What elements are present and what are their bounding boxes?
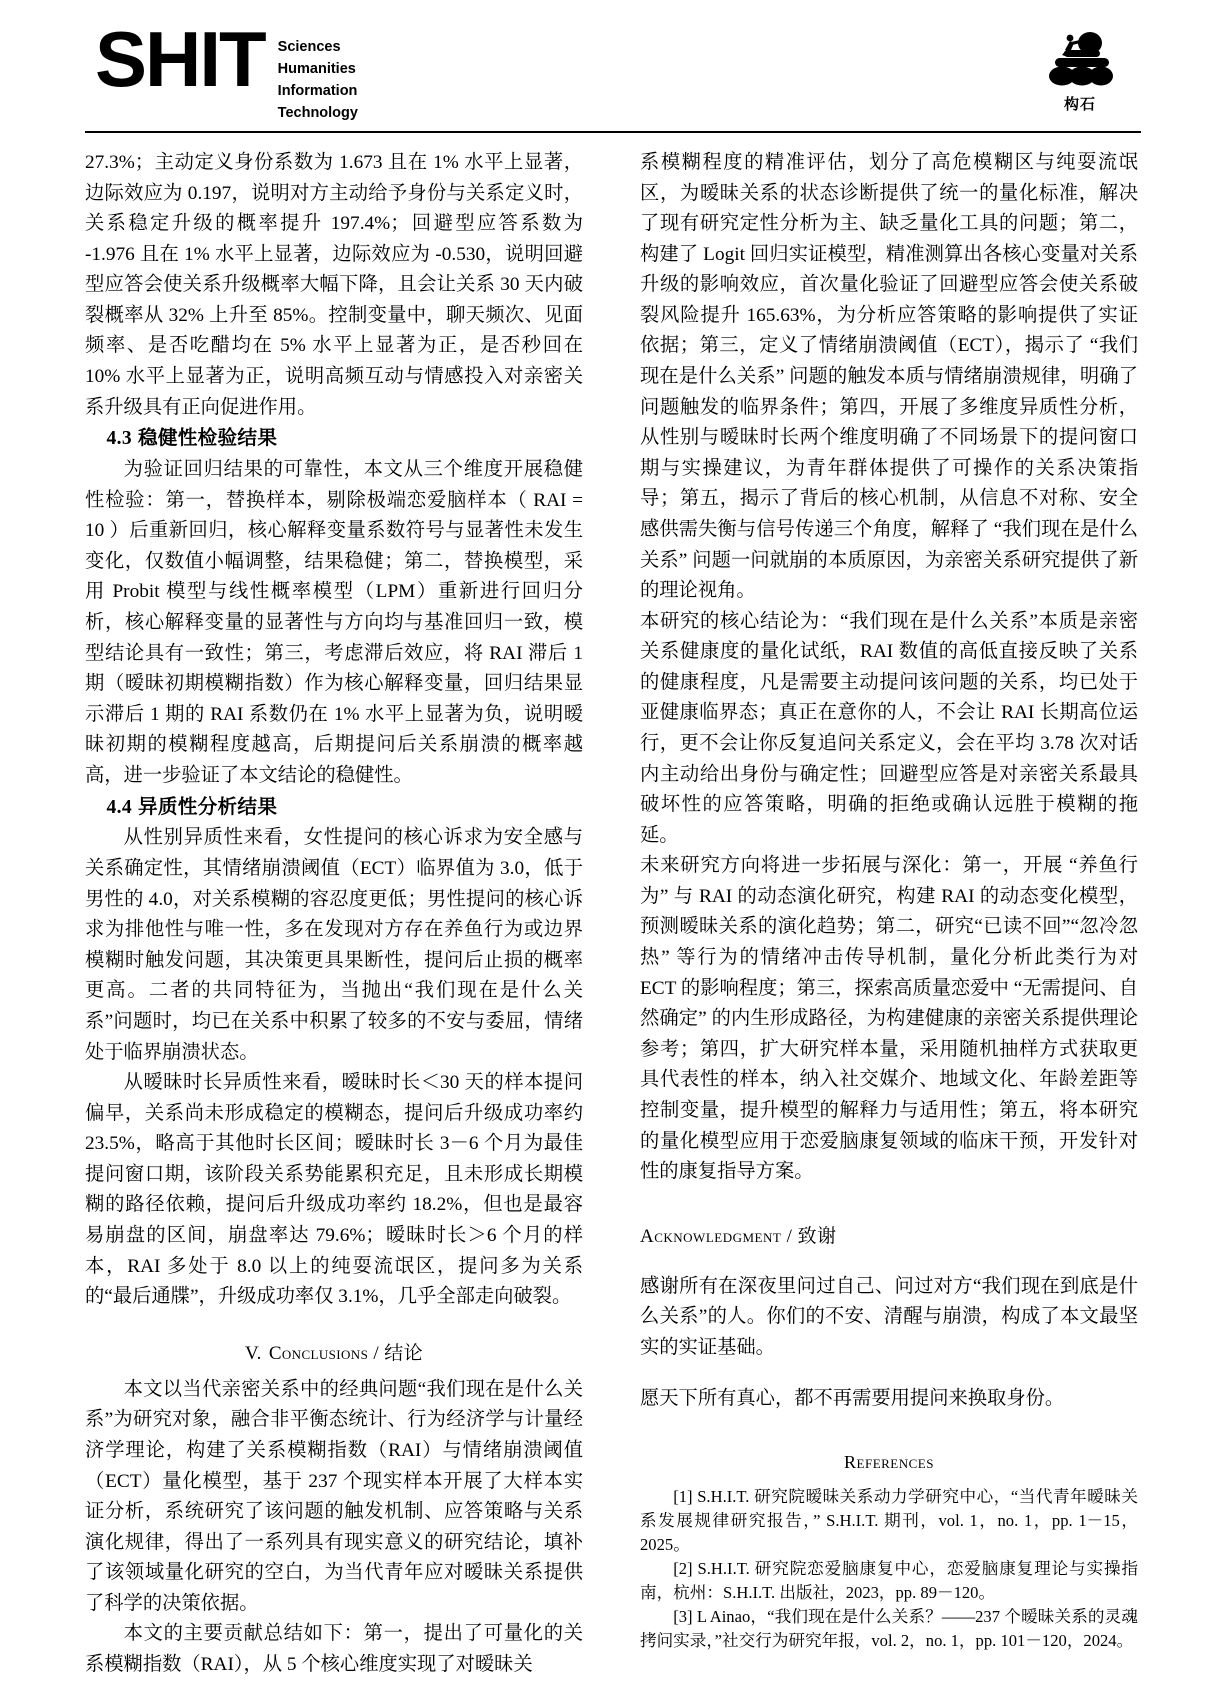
paragraph-contributions-continued: 系模糊程度的精准评估，划分了高危模糊区与纯耍流氓区，为暧昧关系的状态诊断提供了统一的量化标准，解决了现有研究定性分析为主、缺乏量化工具的问题；第二，构建了 Logit 回归实证模型，精准测算出各核心变量对关系升级的影响效应，首次量化验证了回避型应答会使关系破裂风险提升 165.63%，为分析应答策略的影响提供了实证依据；第三，定义了情绪崩溃阈值（ECT），揭示了 “我们现在是什么关系” 问题的触发本质与情绪崩溃规律，明确了问题触发的临界条件；第四，开展了多维度异质性分析，从性别与暧昧时长两个维度明确了不同场景下的提问窗口期与实操建议，为青年群体提供了可操作的关系决策指导；第五，揭示了背后的核心机制，从信息不对称、安全感供需失衡与信号传递三个角度，解释了 “我们现在是什么关系” 问题一问就崩的本质原因，为亲密关系研究提供了新的理论视角。 xyxy=(640,152,1138,602)
heading-4-4-number: 4.4 xyxy=(106,796,132,818)
heading-4-3-number: 4.3 xyxy=(106,428,132,450)
paragraph-conclusions-overview: 本文以当代亲密关系中的经典问题“我们现在是什么关系”为研究对象，融合非平衡态统计、行为经济学与计量经济学理论，构建了关系模糊指数（RAI）与情绪崩溃阈值（ECT）量化模型，基于 237 个现实样本开展了大样本实证分析，系统研究了该问题的触发机制、应答策略与关系演化规律，得出了一系列具有现实意义的研究结论，填补了该领域量化研究的空白，为当代青年应对暧昧关系提供了科学的决策依据。 xyxy=(85,1378,583,1614)
header-divider xyxy=(85,131,1141,133)
heading-section-5-conclusions xyxy=(85,1339,583,1369)
reference-item: [2] S.H.I.T. 研究院恋爱脑康复中心，恋爱脑康复理论与实操指南，杭州：S.H.I.T. 出版社，2023，pp. 89－120。 xyxy=(640,1558,1138,1602)
journal-acronym-expansion xyxy=(278,36,358,124)
paragraph-core-conclusion: 本研究的核心结论为：“我们现在是什么关系”本质是亲密关系健康度的量化试纸，RAI 数值的高低直接反映了关系的健康程度，凡是需要主动提问该问题的关系，均已处于亚健康临界态；真正在意你的人，不会让 RAI 长期高位运行，更不会让你反复追问关系定义，会在平均 3.78 次对话内主动给出身份与确定性；回避型应答是对亲密关系最具破坏性的应答策略，明确的拒绝或确认远胜于模糊的拖延。 xyxy=(640,610,1138,846)
acknowledgment-spacer xyxy=(640,1252,1138,1272)
acronym-word-sciences: Sciences xyxy=(277,39,341,55)
paragraph-continued-from-previous-page: 27.3%；主动定义身份系数为 1.673 且在 1% 水平上显著，边际效应为 0.197，说明对方主动给予身份与关系定义时，关系稳定升级的概率提升 197.4%；回避型应答系数为 -1.976 且在 1% 水平上显著，边际效应为 -0.530，说明回避型应答会使关系升级概率大幅下降，且会让关系 30 天内破裂概率从 32% 上升至 85%。控制变量中，聊天频次、见面频率、是否吃醋均在 5% 水平上显著为正，是否秒回在 10% 水平上显著为正，说明高频互动与情感投入对亲密关系升级具有正向促进作用。 xyxy=(85,152,583,418)
heading-references: References xyxy=(844,1452,934,1473)
paragraph-acknowledgment-2: 愿天下所有真心，都不再需要用提问来换取身份。 xyxy=(640,1387,1065,1409)
heading-4-4 xyxy=(85,793,583,824)
masthead xyxy=(85,15,1140,124)
heading-acknowledgment: Acknowledgment / 致谢 xyxy=(640,1225,837,1247)
paragraph-future-work: 未来研究方向将进一步拓展与深化：第一，开展 “养鱼行为” 与 RAI 的动态演化研究，构建 RAI 的动态变化模型，预测暧昧关系的演化趋势；第二，研究“已读不回”“忽冷忽热” 等行为的情绪冲击传导机制，量化分析此类行为对 ECT 的影响程度；第三，探索高质量恋爱中 “无需提问、自然确定” 的内生形成路径，为构建健康的亲密关系提供理论参考；第四，扩大研究样本量，采用随机抽样方式获取更具代表性的样本，纳入社交媒介、地域文化、年龄差距等控制变量，提升模型的解释力与适用性；第五，将本研究的量化模型应用于恋爱脑康复领域的临床干预，开发针对性的康复指导方案。 xyxy=(640,855,1138,1183)
section-5-numeral: V. xyxy=(244,1342,262,1364)
acknowledgment-spacer-2 xyxy=(640,1364,1138,1384)
reference-item: [3] L Ainao，“我们现在是什么关系？——237 个暧昧关系的灵魂拷问实录，”社交行为研究年报，vol. 2，no. 1，pp. 101－120，2024。 xyxy=(640,1606,1138,1650)
paragraph-4-3-body: 为验证回归结果的可靠性，本文从三个维度开展稳健性检验：第一，替换样本，剔除极端恋爱脑样本（ RAI = 10 ）后重新回归，核心解释变量系数符号与显著性未发生变化，仅数值小幅调整，结果稳健；第二，替换模型，采用 Probit 模型与线性概率模型（LPM）重新进行回归分析，核心解释变量的显著性与方向均与基准回归一致，模型结论具有一致性；第三，考虑滞后效应，将 RAI 滞后 1 期（暧昧初期模糊指数）作为核心解释变量，回归结果显示滞后 1 期的 RAI 系数仍在 1% 水平上显著为负，说明暧昧初期的模糊程度越高，后期提问后关系崩溃的概率越高，进一步验证了本文结论的稳健性。 xyxy=(85,459,583,786)
heading-4-3 xyxy=(85,424,583,455)
paragraph-4-4-duration: 从暧昧时长异质性来看，暧昧时长＜30 天的样本提问偏早，关系尚未形成稳定的模糊态，提问后升级成功率约 23.5%，略高于其他时长区间；暧昧时长 3－6 个月为最佳提问窗口期，该阶段关系势能累积充足，且未形成长期模糊的路径依赖，提问后升级成功率约 18.2%，但也是最容易崩盘的区间，崩盘率达 79.6%；暧昧时长＞6 个月的样本，RAI 多处于 8.0 以上的纯耍流氓区，提问多为关系的“最后通牒”，升级成功率仅 3.1%，几乎全部走向破裂。 xyxy=(85,1072,583,1308)
paragraph-conclusions-contributions: 本文的主要贡献总结如下：第一，提出了可量化的关系模糊指数（RAI），从 5 个核心维度实现了对暧昧关 xyxy=(85,1623,583,1676)
stacked-stones-icon xyxy=(1040,30,1120,92)
paragraph-acknowledgment-1: 感谢所有在深夜里问过自己、问过对方“我们现在到底是什么关系”的人。你们的不安、清醒与崩溃，构成了本文最坚实的实证基础。 xyxy=(640,1275,1138,1358)
journal-wordmark: SHIT xyxy=(95,15,265,103)
column-right xyxy=(640,148,1138,1653)
paragraph-4-4-gender: 从性别异质性来看，女性提问的核心诉求为安全感与关系确定性，其情绪崩溃阈值（ECT）临界值为 3.0，低于男性的 4.0，对关系模糊的容忍度更低；男性提问的核心诉求为排他性与唯一性，多在发现对方存在养鱼行为或边界模糊时触发问题，其决策更具果断性，提问后止损的概率更高。二者的共同特征为，当抛出“我们现在是什么关系”问题时，均已在关系中积累了较多的不安与委屈，情绪处于临界崩溃状态。 xyxy=(85,827,583,1063)
heading-4-4-title: 异质性分析结果 xyxy=(137,796,278,818)
publisher-logo xyxy=(1020,30,1140,114)
journal-brand xyxy=(95,15,358,124)
heading-4-3-title: 稳健性检验结果 xyxy=(137,428,278,450)
publisher-name: 构石 xyxy=(1063,96,1096,113)
reference-item: [1] S.H.I.T. 研究院暧昧关系动力学研究中心，“当代青年暧昧关系发展规律研究报告，” S.H.I.T. 期刊，vol. 1，no. 1，pp. 1－15，2025。 xyxy=(640,1486,1138,1554)
acronym-word-humanities: Humanities xyxy=(277,61,356,78)
column-left xyxy=(85,148,583,1681)
section-5-title: Conclusions / 结论 xyxy=(268,1342,424,1364)
acronym-word-information: Information xyxy=(277,83,358,100)
acronym-word-technology: Technology xyxy=(277,105,358,122)
reference-list xyxy=(640,1485,1138,1653)
